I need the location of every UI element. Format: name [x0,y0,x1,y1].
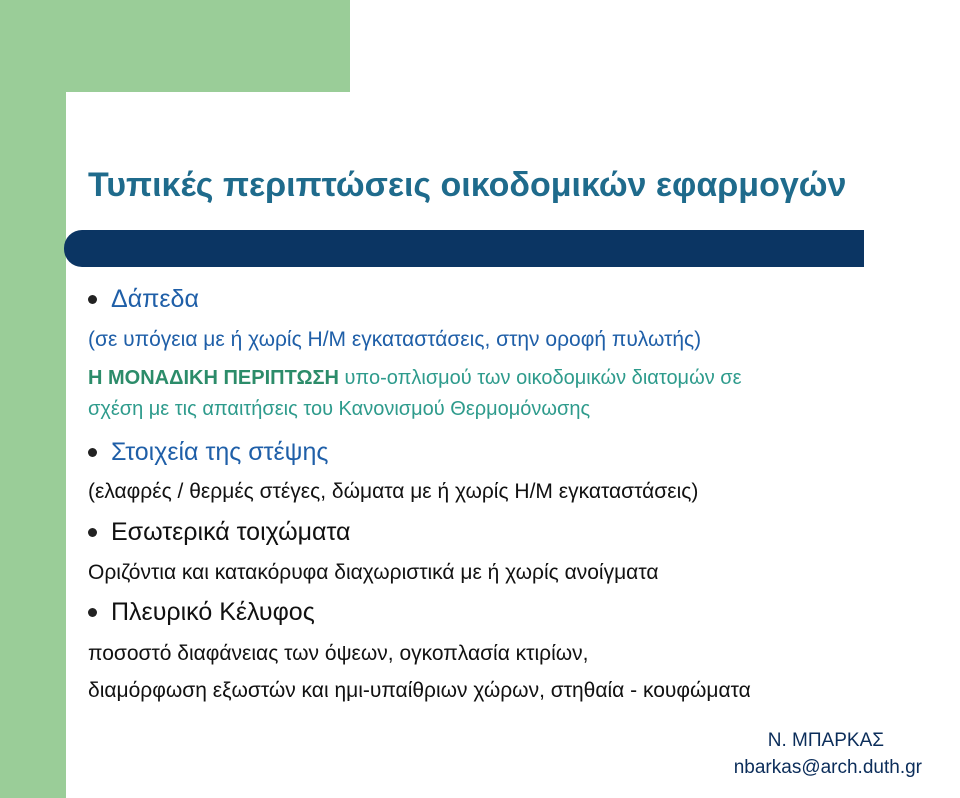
green-frame-left [0,0,66,798]
footer-email: nbarkas@arch.duth.gr [733,757,922,778]
floors-note-text: υπο-οπλισμού των οικοδομικών διατομών σε [338,367,742,389]
envelope-description-line-2: διαμόρφωση εξωστών και ημι-υπαίθριων χώρων, στηθαία - κουφώματα [88,679,751,702]
bullet-dot-icon [88,608,97,617]
floors-note-line-1 [88,368,742,388]
floors-note-emphasis: Η ΜΟΝΑΔΙΚΗ ΠΕΡΙΠΤΩΣΗ [88,367,339,389]
bullet-dot-icon [88,295,97,304]
bullet-item-floors [88,287,199,312]
footer-author: Ν. ΜΠΑΡΚΑΣ [767,730,884,751]
bullet-heading: Δάπεδα [111,285,199,313]
floors-note-line-2: σχέση με τις απαιτήσεις του Κανονισμού Θερμομόνωσης [88,398,591,420]
slide-title: Τυπικές περιπτώσεις οικοδομικών εφαρμογών [88,166,847,204]
bullet-heading: Πλευρικό Κέλυφος [111,598,315,626]
bullet-heading: Εσωτερικά τοιχώματα [111,518,351,546]
roof-description: (ελαφρές / θερμές στέγες, δώματα με ή χωρίς Η/Μ εγκαταστάσεις) [88,480,699,503]
title-underline-bar [64,230,864,267]
bullet-item-interior-walls [88,520,350,545]
bullet-heading: Στοιχεία της στέψης [111,438,329,466]
bullet-item-roof [88,440,328,465]
bullet-dot-icon [88,448,97,457]
envelope-description-line-1: ποσοστό διαφάνειας των όψεων, ογκοπλασία κτιρίων, [88,642,589,665]
bullet-item-envelope [88,600,315,625]
floors-description: (σε υπόγεια με ή χωρίς Η/Μ εγκαταστάσεις, στην οροφή πυλωτής) [88,328,702,351]
interior-walls-description: Οριζόντια και κατακόρυφα διαχωριστικά με ή χωρίς ανοίγματα [88,561,659,584]
green-frame-top [0,0,350,92]
bullet-dot-icon [88,528,97,537]
